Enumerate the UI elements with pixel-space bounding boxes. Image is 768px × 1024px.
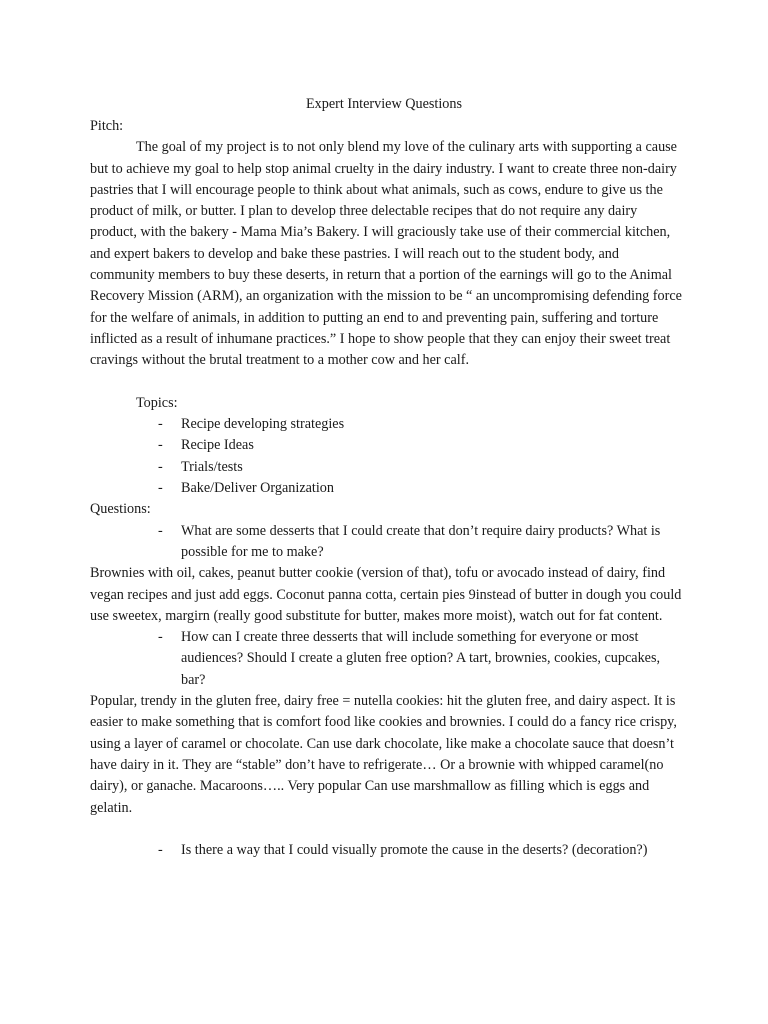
- question-item: [90, 521, 682, 564]
- questions-label: Questions:: [90, 501, 151, 518]
- blank-line: [90, 372, 682, 393]
- question-text: Is there a way that I could visually promote the cause in the deserts? (decoration?): [181, 842, 648, 859]
- answer-text: Brownies with oil, cakes, peanut butter cookie (version of that), tofu or avocado instead of dairy, find vegan recipes and just add eggs. Coconut panna cotta, certain pies 9instead of butter in dough you could use sweetex, margirn (really good substitute for butter, makes more moist), watch out for fat content.: [90, 565, 682, 624]
- question-text: What are some desserts that I could create that don’t require dairy products? What is possible for me to make?: [181, 522, 661, 560]
- question-text: How can I create three desserts that will include something for everyone or most audiences? Should I create a gluten free option? A tart, brownies, cookies, cupcakes, bar?: [181, 629, 661, 688]
- bullet-dash: -: [158, 458, 163, 475]
- document-body: [90, 116, 682, 861]
- bullet-dash: -: [158, 416, 163, 433]
- question-item: [90, 627, 682, 691]
- bullet-dash: -: [158, 842, 163, 859]
- answer-text: Popular, trendy in the gluten free, dairy free = nutella cookies: hit the gluten free, and dairy aspect. It is easier to make something that is comfort food like cookies and brownies. I could do a fancy rice crispy, using a layer of caramel or chocolate. Can use dark chocolate, like make a chocolate sauce that doesn’t have dairy in it. They are “stable” don’t have to refrigerate… Or a brownie with whipped caramel(no dairy), or ganache. Macaroons….. Very popular Can use marshmallow as filling which is eggs and gelatin.: [90, 693, 677, 816]
- pitch-paragraph: The goal of my project is to not only blend my love of the culinary arts with supporting a cause but to achieve my goal to help stop animal cruelty in the dairy industry. I want to create three non-dairy pastries that I will encourage people to think about what animals, such as cows, endure to give us the product of milk, or butter. I plan to develop three delectable recipes that do not require any dairy product, with the bakery - Mama Mia’s Bakery. I will graciously take use of their commercial kitchen, and expert bakers to develop and bake these pastries. I will reach out to the student body, and community members to buy these deserts, in return that a portion of the earnings will go to the Animal Recovery Mission (ARM), an organization with the mission to be “ an uncompromising defending force for the welfare of animals, in addition to putting an end to and preventing pain, suffering and torture inflicted as a result of inhumane practices.” I hope to show people that they can enjoy their sweet treat cravings without the brutal treatment to a mother cow and her calf.: [90, 139, 682, 369]
- pitch-label: Pitch:: [90, 118, 124, 134]
- topic-text: Bake/Deliver Organization: [181, 480, 334, 497]
- topic-item: [90, 457, 682, 478]
- topic-item: [90, 414, 682, 435]
- document-title: Expert Interview Questions: [305, 96, 463, 112]
- blank-line: [90, 819, 682, 840]
- topics-label: Topics:: [136, 394, 178, 411]
- bullet-dash: -: [158, 629, 163, 646]
- topic-text: Recipe Ideas: [181, 437, 254, 454]
- question-item: [90, 840, 682, 861]
- bullet-dash: -: [158, 437, 163, 454]
- topic-item: [90, 435, 682, 456]
- bullet-dash: -: [158, 480, 163, 497]
- topic-item: [90, 478, 682, 499]
- topic-text: Recipe developing strategies: [181, 416, 345, 433]
- topics-list: [90, 414, 682, 499]
- topic-text: Trials/tests: [181, 458, 243, 475]
- bullet-dash: -: [158, 522, 163, 539]
